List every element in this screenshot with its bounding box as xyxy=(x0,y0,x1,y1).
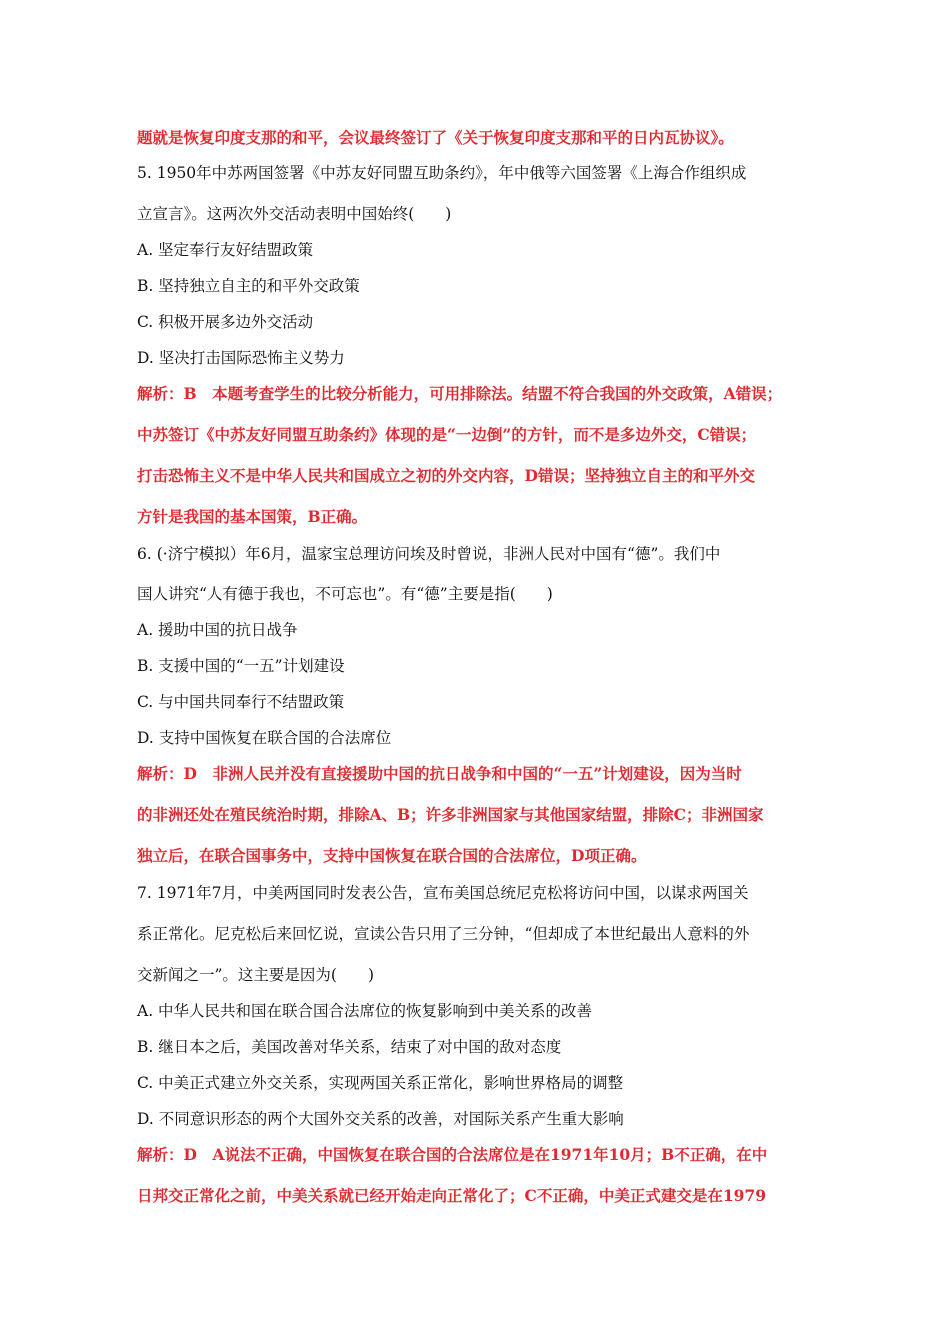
answer-line: 方针是我国的基本国策，B正确。 xyxy=(137,507,368,526)
option-a: A. 援助中国的抗日战争 xyxy=(137,621,298,639)
option-b: B. 坚持独立自主的和平外交政策 xyxy=(137,277,360,295)
question-5-line: 5. 1950年中苏两国签署《中苏友好同盟互助条约》，年中俄等六国签署《上海合作组织成 xyxy=(137,164,747,182)
option-d: D. 坚决打击国际恐怖主义势力 xyxy=(137,349,345,367)
answer-line: 解析：B 本题考查学生的比较分析能力，可用排除法。结盟不符合我国的外交政策，A错误； xyxy=(137,384,783,403)
question-6-line: 6. (·济宁模拟）年6月，温家宝总理访问埃及时曾说，非洲人民对中国有“德”。我们中 xyxy=(137,545,721,563)
answer-line: 解析：D A说法不正确，中国恢复在联合国的合法席位是在1971年10月；B不正确，在中 xyxy=(137,1145,768,1164)
question-7-line: 交新闻之一”。这主要是因为( ) xyxy=(137,966,375,984)
question-7-line: 系正常化。尼克松后来回忆说，宣读公告只用了三分钟，“但却成了本世纪最出人意料的外 xyxy=(137,925,750,943)
option-d: D. 支持中国恢复在联合国的合法席位 xyxy=(137,729,392,747)
option-c: C. 中美正式建立外交关系，实现两国关系正常化，影响世界格局的调整 xyxy=(137,1074,624,1092)
question-6-line: 国人讲究“人有德于我也，不可忘也”。有“德”主要是指( ) xyxy=(137,585,553,603)
answer-line: 题就是恢复印度支那的和平，会议最终签订了《关于恢复印度支那和平的日内瓦协议》。 xyxy=(137,128,734,147)
option-c: C. 积极开展多边外交活动 xyxy=(137,313,314,331)
question-7-line: 7. 1971年7月，中美两国同时发表公告，宣布美国总统尼克松将访问中国，以谋求两国关 xyxy=(137,884,749,902)
option-b: B. 支援中国的“一五”计划建设 xyxy=(137,657,345,675)
answer-line: 中苏签订《中苏友好同盟互助条约》体现的是“一边倒”的方针，而不是多边外交，C错误； xyxy=(137,425,757,444)
option-d: D. 不同意识形态的两个大国外交关系的改善，对国际关系产生重大影响 xyxy=(137,1110,624,1128)
option-c: C. 与中国共同奉行不结盟政策 xyxy=(137,693,345,711)
option-b: B. 继日本之后，美国改善对华关系，结束了对中国的敌对态度 xyxy=(137,1038,562,1056)
answer-line: 日邦交正常化之前，中美关系就已经开始走向正常化了；C不正确，中美正式建交是在1979 xyxy=(137,1186,766,1205)
option-a: A. 中华人民共和国在联合国合法席位的恢复影响到中美关系的改善 xyxy=(137,1002,593,1020)
answer-line: 独立后，在联合国事务中，支持中国恢复在联合国的合法席位，D项正确。 xyxy=(137,846,647,865)
question-5-line: 立宣言》。这两次外交活动表明中国始终( ) xyxy=(137,205,452,223)
option-a: A. 坚定奉行友好结盟政策 xyxy=(137,241,314,259)
answer-line: 的非洲还处在殖民统治时期，排除A、B；许多非洲国家与其他国家结盟，排除C；非洲国家 xyxy=(137,805,764,824)
answer-line: 打击恐怖主义不是中华人民共和国成立之初的外交内容，D错误；坚持独立自主的和平外交 xyxy=(137,466,755,485)
answer-line: 解析：D 非洲人民并没有直接援助中国的抗日战争和中国的“一五”计划建设，因为当时 xyxy=(137,764,742,783)
